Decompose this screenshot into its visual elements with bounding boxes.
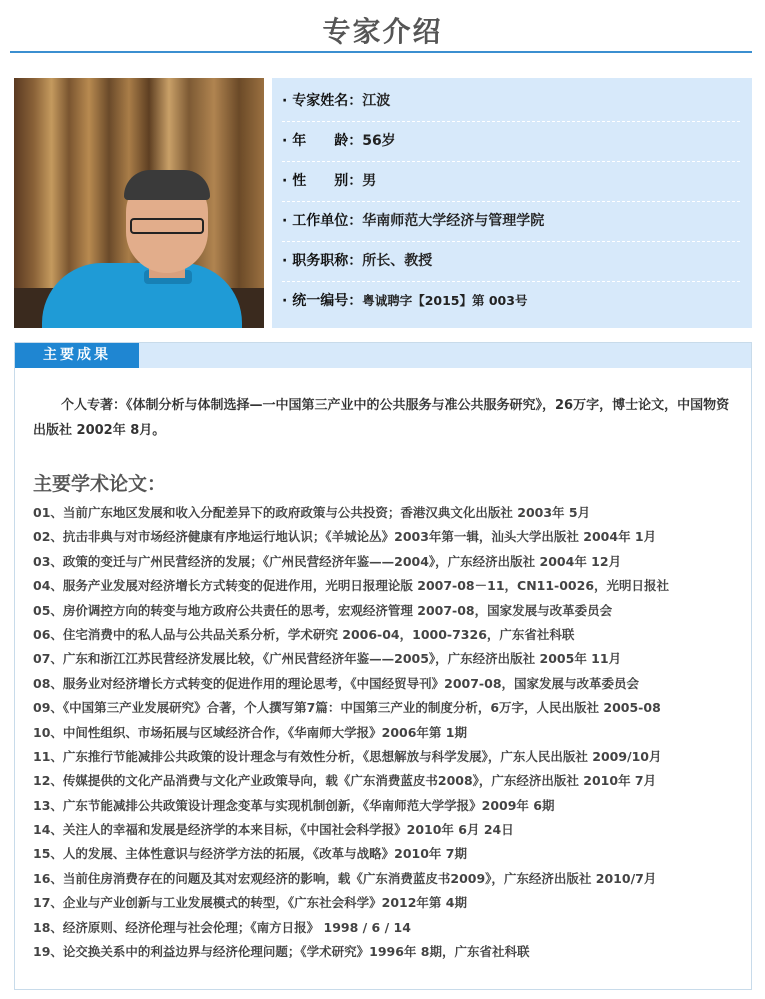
paper-item: 05、房价调控方向的转变与地方政府公共责任的思考，宏观经济管理 2007-08，国家发展与改革委员会: [33, 602, 613, 618]
age-value: 56岁: [362, 133, 396, 149]
title-label: · 职务职称：: [282, 253, 363, 269]
unit-value: 华南师范大学经济与管理学院: [362, 213, 545, 229]
profile-panel: [272, 78, 752, 328]
monograph-text: 个人专著：《体制分析与体制选择—一中国第三产业中的公共服务与准公共服务研究》，26万字，博士论文，中国物资出版社 2002年 8月。: [33, 398, 730, 438]
paper-item: 10、中间性组织、市场拓展与区域经济合作，《华南师大学报》2006年第 1期: [33, 724, 467, 740]
profile-name-row: [282, 81, 740, 122]
unit-label: · 工作单位：: [282, 213, 363, 229]
paper-item: 13、广东节能减排公共政策设计理念变革与实现机制创新，《华南师范大学学报》2009年 6期: [33, 797, 555, 813]
page-title: 专家介绍: [322, 15, 443, 48]
age-label: · 年 龄：: [282, 133, 363, 149]
name-label: · 专家姓名：: [282, 93, 363, 109]
achievements-header: [15, 343, 751, 368]
id-label: · 统一编号：: [282, 293, 363, 309]
profile-title-row: [282, 241, 740, 282]
title-divider: [10, 51, 752, 53]
paper-list: [33, 501, 748, 964]
paper-item: 01、当前广东地区发展和收入分配差异下的政府政策与公共投资；香港汉典文化出版社 2003年 5月: [33, 505, 591, 520]
paper-item: 19、论交换关系中的利益边界与经济伦理问题；《学术研究》1996年 8期，广东省社科联: [33, 944, 530, 960]
profile-unit-row: [282, 201, 740, 242]
paper-item: 15、人的发展、主体性意识与经济学方法的拓展，《改革与战略》2010年 7期: [33, 846, 467, 862]
profile-id-row: [282, 281, 740, 321]
expert-photo: [14, 78, 264, 328]
paper-item: 12、传媒提供的文化产品消费与文化产业政策导向，载《广东消费蓝皮书2008》，广东经济出版社 2010年 7月: [33, 773, 657, 789]
id-value: 粤诚聘字【2015】第 003号: [362, 293, 528, 308]
paper-item: 18、经济原则、经济伦理与社会伦理；《南方日报》 1998 / 6 / 14: [33, 919, 411, 935]
achievements-section: [14, 342, 752, 990]
profile-gender-row: [282, 161, 740, 202]
profile-age-row: [282, 121, 740, 162]
papers-heading: 主要学术论文：: [33, 473, 167, 495]
paper-item: 02、抗击非典与对市场经济健康有序地运行地认识；《羊城论丛》2003年第一辑，汕头大学出版社 2004年 1月: [33, 529, 657, 545]
gender-label: · 性 别：: [282, 173, 363, 189]
paper-item: 14、关注人的幸福和发展是经济学的本来目标，《中国社会科学报》2010年 6月 24日: [33, 822, 514, 838]
paper-item: 06、住宅消费中的私人品与公共品关系分析，学术研究 2006-04，1000-7326，广东省社科联: [33, 626, 575, 642]
paper-item: 04、服务产业发展对经济增长方式转变的促进作用，光明日报理论版 2007-08－11，CN11-0026，光明日报社: [33, 578, 670, 594]
paper-item: 03、政策的变迁与广州民营经济的发展；《广州民营经济年鉴——2004》，广东经济出版社 2004年 12月: [33, 553, 622, 569]
gender-value: 男: [362, 173, 377, 189]
paper-item: 09、《中国第三产业发展研究》合著，个人撰写第7篇：中国第三产业的制度分析，6万字，人民出版社 2005-08: [33, 700, 661, 716]
achievements-tab: 主要成果: [15, 343, 139, 368]
title-value: 所长、教授: [362, 253, 433, 269]
paper-item: 08、服务业对经济增长方式转变的促进作用的理论思考，《中国经贸导刊》2007-08，国家发展与改革委员会: [33, 675, 640, 691]
paper-item: 16、当前住房消费存在的问题及其对宏观经济的影响，载《广东消费蓝皮书2009》，广东经济出版社 2010/7月: [33, 870, 657, 886]
paper-item: 07、广东和浙江江苏民营经济发展比较，《广州民营经济年鉴——2005》，广东经济出版社 2005年 11月: [33, 651, 622, 667]
paper-item: 17、企业与产业创新与工业发展模式的转型，《广东社会科学》2012年第 4期: [33, 895, 467, 911]
name-value: 江波: [362, 93, 391, 109]
paper-item: 11、广东推行节能减排公共政策的设计理念与有效性分析，《思想解放与科学发展》，广东人民出版社 2009/10月: [33, 748, 662, 764]
